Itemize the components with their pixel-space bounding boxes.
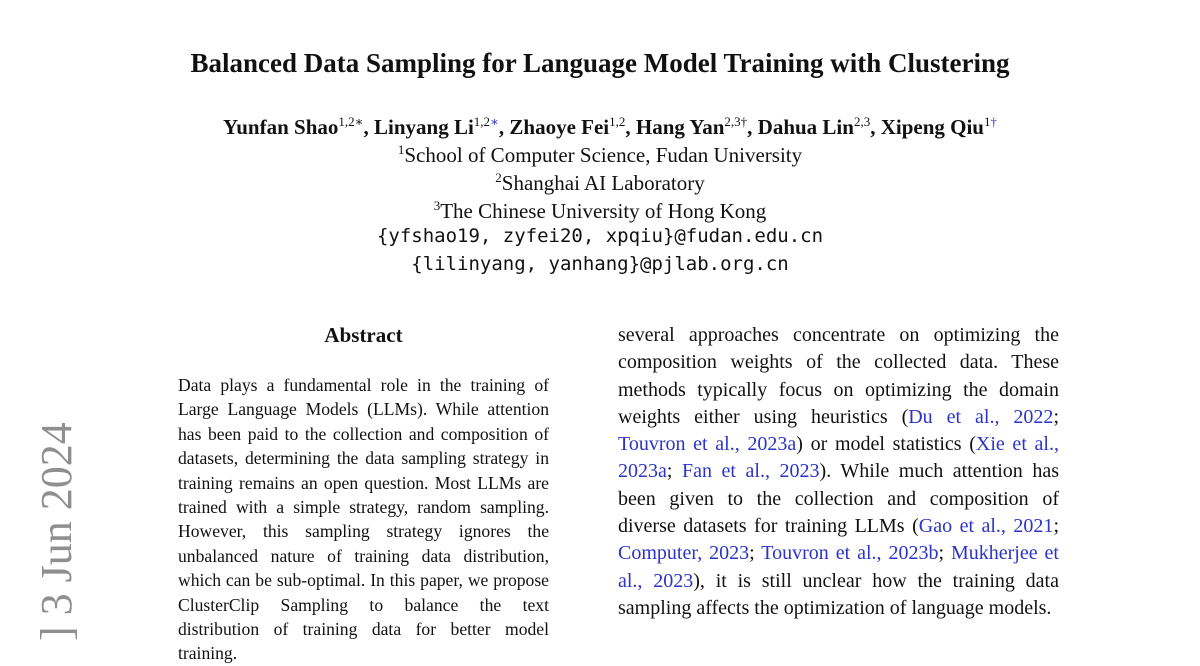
author-name: Zhaoye Fei xyxy=(509,115,610,139)
intro-paragraph: several approaches concentrate on optimizing the composition weights of the collected data. These methods typically focus on optimizing the domain weights either using heuristics (Du et al., 2022; Touvron et al., 2023a) or model statistics (Xie et al., 2023a; Fan et al., 2023). While much attention has been given to the collection and composition of diverse datasets for training LLMs (Gao et al., 2021; Computer, 2023; Touvron et al., 2023b; Mukherjee et al., 2023), it is still unclear how the training data sampling affects the optimization of language models. xyxy=(618,324,1059,619)
affiliation-2: $^2$Shanghai AI Laboratory xyxy=(495,170,705,195)
author-mark: ∗ xyxy=(354,114,364,129)
abstract-text: Data plays a fundamental role in the training of Large Language Models (LLMs). While attention has been paid to the collection and composition of datasets, determining the data sampling strategy in training remains an open question. Most LLMs are trained with a simple strategy, random sampling. However, this sampling strategy ignores the unbalanced nature of training data distribution, which can be sub-optimal. In this paper, we propose ClusterClip Sampling to balance the text distribution of training data for better model training. xyxy=(178,375,549,664)
author-affil-sup: 1,2 xyxy=(473,114,491,129)
affiliation-3: $^3$The Chinese University of Hong Kong xyxy=(433,198,767,223)
email-line-2: {lilinyang, yanhang}@pjlab.org.cn xyxy=(411,253,789,275)
author-mark: † xyxy=(740,114,748,129)
author-mark[interactable]: ∗ xyxy=(490,114,499,129)
author-list: Yunfan Shao$^{1,2∗}$, Linyang $Li^{1,2∗}$, Zhaoye Fei$^{1,2}$, Hang Yan$^{2,3\dagger}$, Dahua Lin$^{2,3}$, Xipeng Qiu$^{1\dagger}$ xyxy=(223,114,997,139)
citation-link[interactable]: Computer, 2023 xyxy=(618,542,750,565)
affiliation-1: $^1$School of Computer Science, Fudan University xyxy=(397,142,803,167)
author-affil-sup: 2,3 xyxy=(724,114,741,129)
author-affil-sup: 1,2 xyxy=(609,114,626,129)
citation-link[interactable]: Fan et al., 2023 xyxy=(682,460,820,483)
arxiv-stamp xyxy=(28,422,81,648)
author-affil-sup: 1 xyxy=(983,114,991,129)
author-affil-sup: 2,3 xyxy=(853,114,871,129)
abstract-heading: Abstract xyxy=(324,323,403,347)
citation-link[interactable]: Du et al., 2022 xyxy=(908,405,1054,428)
citation-link[interactable]: Touvron et al., 2023a xyxy=(618,433,797,456)
author-mark[interactable]: † xyxy=(990,114,997,129)
paper-title: Balanced Data Sampling for Language Model Training with Clustering xyxy=(190,48,1010,78)
author-name: Xipeng Qiu xyxy=(880,115,984,139)
email-line-1: {yfshao19, zyfei20, xpqiu}@fudan.edu.cn xyxy=(376,225,824,247)
author-name: Linyang Li xyxy=(374,115,474,139)
arxiv-stamp-text: ] 3 Jun 2024 xyxy=(32,422,81,641)
citation-link[interactable]: Touvron et al., 2023b xyxy=(761,542,939,565)
author-name: Hang Yan xyxy=(635,115,725,139)
citation-link[interactable]: Xie et al., 2023a xyxy=(618,433,1059,483)
author-name: Dahua Lin xyxy=(757,115,854,139)
author-affil-sup: 1,2 xyxy=(338,114,355,129)
citation-link[interactable]: Mukherjee et al., 2023 xyxy=(618,542,1059,592)
citation-link[interactable]: Gao et al., 2021 xyxy=(918,515,1054,538)
author-name: Yunfan Shao xyxy=(223,115,339,139)
